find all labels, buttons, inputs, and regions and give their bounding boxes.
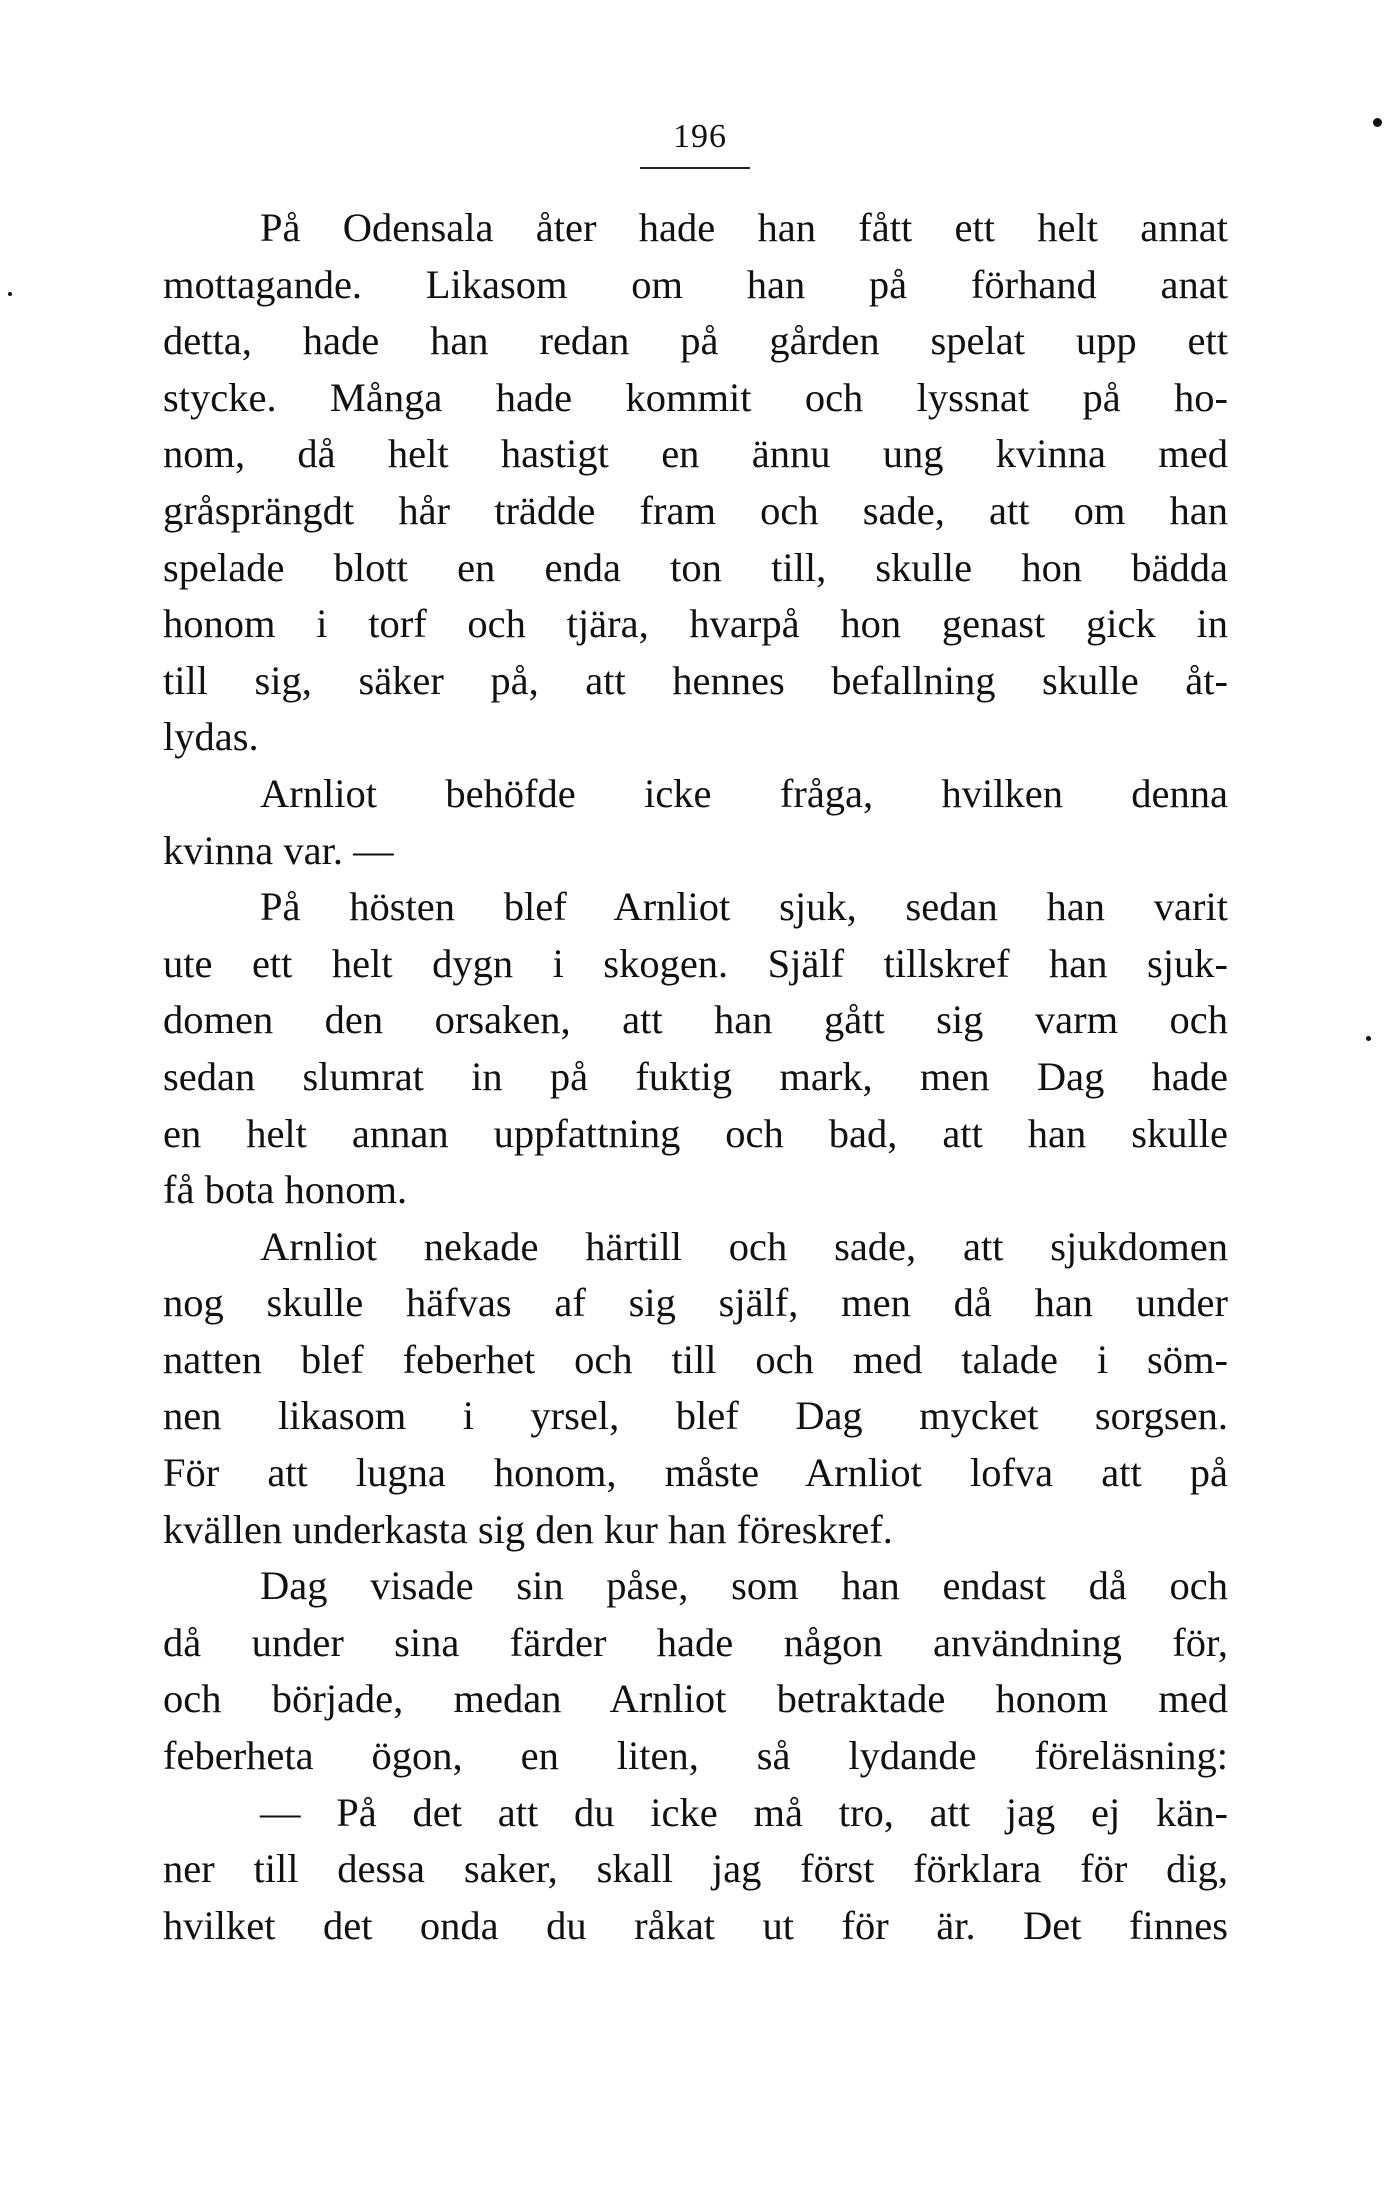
text-line: kvinna var. — [163,827,394,873]
dot-speck-left [8,292,12,296]
text-line: få bota honom. [163,1167,408,1213]
text-line: Dag visade sin påse, som han endast då och [260,1563,1228,1609]
text-line: då under sina färder hade någon användning för, [163,1619,1228,1665]
text-line: feberheta ögon, en liten, så lydande föreläsning: [163,1733,1228,1779]
text-line: ute ett helt dygn i skogen. Själf tillskref han sjuk- [163,940,1228,986]
page-number: 196 [673,118,727,155]
text-line: en helt annan uppfattning och bad, att han skulle [163,1110,1228,1156]
text-line: nog skulle häfvas af sig själf, men då han under [163,1280,1228,1326]
text-line: natten blef feberhet och till och med talade i söm- [163,1336,1228,1382]
text-line: Arnliot nekade härtill och sade, att sjukdomen [260,1223,1228,1269]
text-line: honom i torf och tjära, hvarpå hon genast gick in [163,601,1228,647]
text-line: nom, då helt hastigt en ännu ung kvinna med [163,431,1228,477]
text-line: ner till dessa saker, skall jag först förklara för dig, [163,1846,1228,1892]
text-line: På Odensala åter hade han fått ett helt annat [260,205,1228,250]
text-line: kvällen underkasta sig den kur han föreskref. [163,1506,893,1552]
dot-speck-right [1366,1036,1371,1041]
text-line: sedan slumrat in på fuktig mark, men Dag hade [163,1053,1228,1099]
text-line: mottagande. Likasom om han på förhand anat [163,261,1228,307]
text-line: hvilket det onda du råkat ut för är. Det finnes [163,1902,1228,1948]
text-line: nen likasom i yrsel, blef Dag mycket sorgsen. [163,1393,1228,1439]
text-line: På hösten blef Arnliot sjuk, sedan han varit [260,884,1228,930]
text-line: lydas. [163,714,259,760]
text-line: gråsprängdt hår trädde fram och sade, att om han [163,487,1228,533]
text-line: stycke. Många hade kommit och lyssnat på ho- [163,374,1228,420]
text-line: och började, medan Arnliot betraktade honom med [163,1676,1228,1722]
text-line: — På det att du icke må tro, att jag ej kän- [260,1789,1228,1835]
text-line: spelade blott en enda ton till, skulle hon bädda [163,544,1228,590]
text-line: Arnliot behöfde icke fråga, hvilken denna [260,770,1228,816]
page-number-rule [640,167,750,169]
text-line: till sig, säker på, att hennes befallning skulle åt- [163,657,1228,703]
dot-speck-top-right [1373,118,1382,127]
text-line: domen den orsaken, att han gått sig varm och [163,997,1228,1043]
text-line: För att lugna honom, måste Arnliot lofva att på [163,1450,1228,1496]
body-text [163,200,1228,1954]
text-line: detta, hade han redan på gården spelat upp ett [163,318,1228,364]
